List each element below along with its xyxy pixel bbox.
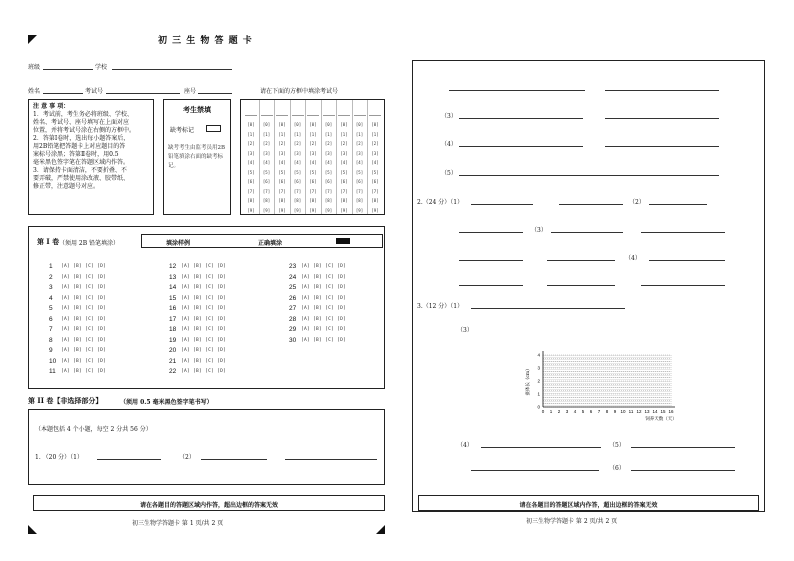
choice-bubbles[interactable]: [A] [B] [C] [D]: [301, 316, 347, 322]
chart-y-label: 蚕体长（cm）: [526, 366, 531, 396]
question-number: 27: [289, 305, 297, 312]
exam-id-separator: [336, 100, 337, 214]
choice-bubbles[interactable]: [A] [B] [C] [D]: [181, 337, 227, 343]
q1-label: 1. （20 分）（1）: [35, 454, 83, 461]
exam-id-bubble[interactable]: [8]: [293, 198, 302, 203]
exam-id-digit-box[interactable]: [245, 102, 257, 116]
exam-id-bubble[interactable]: [6]: [355, 179, 364, 184]
q1-answer-1[interactable]: [97, 459, 161, 460]
exam-id-bubble[interactable]: [2]: [293, 141, 302, 146]
section1-box: [28, 226, 385, 389]
choice-bubbles[interactable]: [A] [B] [C] [D]: [181, 327, 227, 332]
section1-hint: （须用 2B 铅笔填涂）: [59, 240, 120, 247]
exam-id-digit-box[interactable]: [323, 102, 335, 116]
section2-box: [28, 409, 385, 485]
exam-id-bubble[interactable]: [7]: [340, 188, 348, 194]
p2-part3-line-2[interactable]: [605, 118, 719, 119]
chart-x-tick-label: 6: [589, 409, 593, 414]
q2-line-12[interactable]: [641, 285, 725, 286]
notes-list: [33, 111, 149, 191]
absent-note: 缺考考生由监考员用2B铅笔填涂右面的缺考标记。: [168, 145, 226, 169]
question-number: 22: [169, 368, 177, 375]
exam-id-bubble[interactable]: [4]: [293, 160, 302, 165]
chart-x-tick-label: 0: [541, 409, 545, 414]
exam-id-bubble[interactable]: [1]: [247, 131, 255, 137]
exam-id-bubble[interactable]: [5]: [340, 169, 348, 175]
exam-id-digit-box[interactable]: [292, 102, 304, 116]
exam-id-bubble[interactable]: [8]: [324, 198, 333, 203]
exam-id-bubble[interactable]: [4]: [371, 160, 379, 165]
choice-bubbles[interactable]: [A] [B] [C] [D]: [301, 274, 347, 280]
chart-x-tick-label: 7: [597, 409, 601, 414]
exam-id-bubble[interactable]: [1]: [371, 131, 379, 137]
exam-id-bubble[interactable]: [3]: [278, 150, 286, 156]
question-number: 17: [169, 315, 177, 323]
exam-id-bubble[interactable]: [2]: [247, 141, 255, 146]
question-number: 28: [289, 315, 297, 323]
exam-id-bubble[interactable]: [0]: [247, 122, 255, 127]
exam-id-digit-box[interactable]: [369, 102, 381, 116]
question-number: 7: [49, 326, 53, 333]
exam-id-bubble[interactable]: [3]: [309, 150, 317, 156]
exam-id-separator: [352, 100, 353, 214]
exam-id-bubble[interactable]: [0]: [262, 122, 271, 127]
section1-title: 第 I 卷: [37, 237, 60, 246]
exam-id-digit-box[interactable]: [276, 102, 288, 116]
exam-id-bubble[interactable]: [6]: [324, 179, 333, 184]
q2-part4-label: （4）: [625, 255, 641, 262]
p2-part3-label: （3）: [441, 113, 457, 120]
corner-mark-bottom-left: [28, 525, 37, 534]
growth-chart: [513, 345, 708, 425]
chart-x-tick-label: 10: [620, 409, 626, 414]
question-number: 5: [49, 305, 53, 312]
chart-y-tick-label: 2: [537, 378, 540, 384]
q2-line-7[interactable]: [459, 260, 523, 261]
chart-x-tick-label: 16: [668, 409, 674, 414]
question-number: 12: [169, 263, 177, 270]
exam-id-bubble[interactable]: [0]: [371, 122, 379, 127]
exam-id-bubble[interactable]: [0]: [340, 122, 348, 127]
exam-id-bubble[interactable]: [5]: [247, 169, 255, 175]
exam-id-bubble[interactable]: [8]: [247, 198, 255, 203]
exam-id-bubble[interactable]: [9]: [309, 207, 317, 213]
chart-x-tick-label: 3: [565, 409, 569, 414]
choice-bubbles[interactable]: [A] [B] [C] [D]: [181, 369, 227, 374]
q2-line-5[interactable]: [551, 232, 623, 233]
exam-id-bubble[interactable]: [7]: [262, 188, 271, 194]
choice-bubbles[interactable]: [A] [B] [C] [D]: [301, 327, 347, 332]
q2-line-4[interactable]: [459, 232, 523, 233]
p2-part3-line-1[interactable]: [459, 118, 583, 119]
absent-label: 缺考标记: [170, 127, 195, 134]
chart-x-tick-label: 2: [557, 409, 561, 414]
exam-id-grid: [240, 99, 385, 215]
exam-id-bubble[interactable]: [8]: [262, 198, 271, 203]
choice-bubbles[interactable]: [A] [B] [C] [D]: [181, 274, 227, 280]
exam-id-bubble[interactable]: [0]: [355, 122, 364, 127]
exam-id-separator: [274, 100, 275, 214]
notes-box: [28, 99, 154, 215]
notes-line: 姓名、考试号、座号填写在上面对应: [33, 119, 130, 126]
exam-id-columns: [241, 100, 384, 214]
question-number: 1: [49, 263, 53, 270]
q2-line-10[interactable]: [459, 285, 523, 286]
exam-id-column: [307, 120, 319, 215]
chart-x-label: 饲养天数（天）: [645, 417, 677, 422]
exam-id-bubble[interactable]: [9]: [324, 207, 333, 213]
exam-id-bubble[interactable]: [7]: [355, 188, 364, 194]
seat-label: 座号: [184, 88, 197, 95]
exam-id-column: [292, 120, 304, 215]
exam-id-bubble[interactable]: [7]: [247, 188, 255, 194]
exam-id-column: [276, 120, 288, 215]
exam-id-bubble[interactable]: [5]: [324, 169, 333, 175]
choice-bubbles[interactable]: [A] [B] [C] [D]: [61, 264, 107, 269]
p2-part5-label: （5）: [441, 170, 457, 177]
exam-id-bubble[interactable]: [9]: [278, 207, 286, 213]
p2-footer-warning-box: [418, 495, 759, 511]
choice-bubbles[interactable]: [A] [B] [C] [D]: [301, 306, 347, 311]
q3-part6-label: （6）: [609, 465, 625, 472]
chart-x-tick-label: 15: [660, 409, 666, 414]
exam-id-bubble[interactable]: [0]: [309, 122, 317, 127]
p2-part5-line[interactable]: [459, 175, 719, 176]
choice-bubbles[interactable]: [A] [B] [C] [D]: [61, 369, 107, 374]
forbidden-box: [163, 99, 231, 215]
p2-part4-line-1[interactable]: [459, 146, 583, 147]
exam-id-bubble[interactable]: [1]: [355, 131, 364, 137]
p2-footer-warning: 请在各题目的答题区域内作答，超出边框的答案无效: [519, 502, 658, 509]
exam-id-bubble[interactable]: [6]: [309, 179, 317, 184]
chart-x-tick-label: 8: [605, 409, 609, 414]
q2-line-8[interactable]: [547, 260, 615, 261]
corner-mark-bottom-right: [376, 525, 385, 534]
question-number: 9: [49, 347, 53, 354]
exam-id-bubble[interactable]: [9]: [371, 207, 379, 213]
exam-id-bubble[interactable]: [1]: [293, 131, 302, 137]
notes-line: 用2B铅笔把答题卡上对应题目的答: [33, 143, 126, 150]
exam-id-digit-box[interactable]: [261, 102, 273, 116]
notes-line: 案标号涂黑；答第Ⅱ卷时，用0.5: [33, 151, 119, 158]
notes-line: 要弄破，严禁使用涂改液、胶带纸、: [33, 175, 130, 182]
q3-line-5a[interactable]: [631, 447, 735, 448]
class-field[interactable]: [43, 69, 93, 70]
question-number: 2: [49, 273, 53, 281]
question-number: 13: [169, 273, 177, 281]
exam-id-bubble[interactable]: [9]: [355, 207, 364, 213]
q2-line-9[interactable]: [649, 260, 725, 261]
exam-no-label: 考试号: [85, 88, 104, 95]
exam-id-bubble[interactable]: [7]: [309, 188, 317, 194]
exam-id-bubble[interactable]: [0]: [293, 122, 302, 127]
exam-id-column: [245, 120, 257, 215]
question-number: 16: [169, 305, 177, 312]
q2-line-3[interactable]: [649, 204, 707, 205]
exam-id-bubble[interactable]: [7]: [324, 188, 333, 194]
exam-id-bubble[interactable]: [5]: [371, 169, 379, 175]
choice-bubbles[interactable]: [A] [B] [C] [D]: [61, 274, 107, 280]
section2-hint: （须用 0.5 毫米黑色签字笔书写）: [120, 399, 213, 406]
exam-id-bubble[interactable]: [2]: [340, 141, 348, 146]
exam-id-bubble[interactable]: [1]: [309, 131, 317, 137]
exam-id-digit-box[interactable]: [307, 102, 319, 116]
exam-id-bubble[interactable]: [2]: [309, 141, 317, 146]
q3-line-4b[interactable]: [471, 470, 599, 471]
notes-line: 1．考试前，考生务必将班级、学校、: [33, 111, 133, 118]
class-label: 班级: [28, 64, 41, 71]
exam-id-column: [261, 120, 273, 215]
forbidden-title: 考生禁填: [183, 105, 211, 114]
exam-id-bubble[interactable]: [9]: [340, 207, 348, 213]
choice-bubbles[interactable]: [A] [B] [C] [D]: [301, 264, 347, 269]
p2-top-line-1[interactable]: [449, 90, 585, 91]
correct-label: 正确填涂: [258, 240, 283, 247]
choice-bubbles[interactable]: [A] [B] [C] [D]: [61, 285, 107, 290]
notes-line: 毫米黑色签字笔在答题区域内作答。: [33, 159, 130, 166]
choice-bubbles[interactable]: [A] [B] [C] [D]: [61, 358, 107, 364]
question-number: 25: [289, 284, 297, 291]
exam-id-bubble[interactable]: [5]: [293, 169, 302, 175]
exam-id-bubble[interactable]: [8]: [340, 198, 348, 203]
question-number: 8: [49, 336, 53, 344]
choice-area: [29, 227, 384, 388]
exam-id-bubble[interactable]: [3]: [293, 150, 302, 156]
q2-part2-label: （2）: [629, 199, 645, 206]
exam-id-bubble[interactable]: [8]: [278, 198, 286, 203]
exam-id-separator: [259, 100, 260, 214]
q3-line-6a[interactable]: [631, 470, 735, 471]
exam-id-bubble[interactable]: [2]: [324, 141, 333, 146]
chart-x-tick-label: 1: [549, 409, 553, 414]
question-number: 20: [169, 347, 177, 354]
choice-bubbles[interactable]: [A] [B] [C] [D]: [301, 295, 347, 301]
exam-id-bubble[interactable]: [6]: [371, 179, 379, 184]
exam-id-bubble[interactable]: [4]: [247, 160, 255, 165]
choice-bubbles[interactable]: [A] [B] [C] [D]: [61, 337, 107, 343]
absent-mark-box[interactable]: [206, 125, 221, 132]
exam-id-bubble[interactable]: [7]: [293, 188, 302, 194]
exam-id-bubble[interactable]: [5]: [355, 169, 364, 175]
q3-part4-label: （4）: [457, 442, 473, 449]
exam-id-bubble[interactable]: [4]: [278, 160, 286, 165]
question-number: 23: [289, 263, 297, 270]
exam-id-digit-box[interactable]: [354, 102, 366, 116]
p2-top-line-2[interactable]: [605, 90, 719, 91]
exam-id-bubble[interactable]: [9]: [293, 207, 302, 213]
footer-warning-box: [33, 495, 385, 511]
chart-y-tick-label: 3: [537, 365, 540, 371]
q2-label: 2.（24 分）（1）: [417, 199, 464, 206]
exam-id-bubble[interactable]: [4]: [324, 160, 333, 165]
question-number: 18: [169, 326, 177, 333]
choice-bubbles[interactable]: [A] [B] [C] [D]: [181, 358, 227, 364]
exam-id-bubble[interactable]: [4]: [355, 160, 364, 165]
exam-id-column: [354, 120, 366, 215]
q3-part3-label: （3）: [457, 327, 473, 334]
q3-label: 3.（12 分）（1）: [417, 303, 464, 310]
question-number: 29: [289, 326, 297, 333]
q3-line-1[interactable]: [471, 308, 625, 309]
exam-id-bubble[interactable]: [6]: [340, 179, 348, 184]
exam-id-bubble[interactable]: [6]: [293, 179, 302, 184]
exam-id-bubble[interactable]: [3]: [355, 150, 364, 156]
question-number: 4: [49, 294, 53, 302]
chart-y-tick-label: 4: [537, 352, 540, 358]
exam-id-bubble[interactable]: [2]: [262, 141, 271, 146]
q1-answer-2[interactable]: [201, 459, 267, 460]
choice-bubbles[interactable]: [A] [B] [C] [D]: [61, 327, 107, 332]
notes-line: 修正带，注意题号对应。: [33, 183, 100, 190]
question-number: 30: [289, 336, 297, 344]
choice-bubbles[interactable]: [A] [B] [C] [D]: [301, 337, 347, 343]
seat-field[interactable]: [198, 93, 232, 94]
choice-bubbles[interactable]: [A] [B] [C] [D]: [61, 295, 107, 301]
p2-part4-line-2[interactable]: [605, 146, 719, 147]
question-number: 3: [49, 284, 53, 291]
corner-mark-top-left: [28, 35, 37, 44]
q1-answer-3[interactable]: [285, 459, 377, 460]
q3-line-4a[interactable]: [481, 447, 601, 448]
exam-id-bubble[interactable]: [0]: [324, 122, 333, 127]
choice-bubbles[interactable]: [A] [B] [C] [D]: [61, 306, 107, 311]
exam-id-bubble[interactable]: [7]: [278, 188, 286, 194]
q3-part5-label: （5）: [609, 442, 625, 449]
exam-id-column: [323, 120, 335, 215]
chart-x-tick-label: 14: [652, 409, 658, 414]
chart-x-tick-label: 4: [573, 409, 577, 414]
exam-id-separator: [367, 100, 368, 214]
question-number: 26: [289, 294, 297, 302]
question-number: 10: [49, 357, 57, 365]
question-number: 11: [49, 368, 56, 375]
choice-bubbles[interactable]: [A] [B] [C] [D]: [301, 285, 347, 290]
notes-line: 位置，并将考试号涂在右侧的方框中。: [33, 127, 136, 134]
notes-line: 3．请保持卡面清洁，不要折叠、不: [33, 167, 127, 174]
exam-id-bubble[interactable]: [4]: [309, 160, 317, 165]
exam-id-column: [369, 120, 381, 215]
chart-y-tick-label: 1: [537, 391, 540, 397]
exam-id-bubble[interactable]: [9]: [247, 207, 255, 213]
question-number: 24: [289, 273, 297, 281]
question-number: 14: [169, 284, 177, 291]
exam-id-bubble[interactable]: [3]: [340, 150, 348, 156]
exam-id-bubble[interactable]: [8]: [309, 198, 317, 203]
exam-id-bubble[interactable]: [8]: [371, 198, 379, 203]
name-label: 姓名: [28, 88, 41, 95]
chart-x-tick-label: 11: [628, 409, 634, 414]
chart-y-tick-label: 0: [537, 404, 540, 410]
exam-id-bubble[interactable]: [8]: [355, 198, 364, 203]
exam-id-bubble[interactable]: [1]: [324, 131, 333, 137]
question-number: 19: [169, 336, 177, 344]
exam-id-bubble[interactable]: [3]: [262, 150, 271, 156]
choice-bubbles[interactable]: [A] [B] [C] [D]: [61, 348, 107, 353]
exam-id-bubble[interactable]: [5]: [278, 169, 286, 175]
choice-bubbles[interactable]: [A] [B] [C] [D]: [181, 306, 227, 311]
q2-line-6[interactable]: [641, 232, 725, 233]
section2-info: （本题包括 4 个小题，每空 2 分共 56 分）: [35, 426, 152, 433]
choice-bubbles[interactable]: [A] [B] [C] [D]: [181, 316, 227, 322]
notes-title: 注 意 事 项：: [33, 103, 70, 110]
q2-line-1[interactable]: [471, 204, 533, 205]
exam-id-separator: [290, 100, 291, 214]
exam-id-bubble[interactable]: [5]: [309, 169, 317, 175]
question-number: 21: [169, 357, 177, 365]
exam-id-bubble[interactable]: [4]: [340, 160, 348, 165]
chart-x-tick-label: 5: [581, 409, 585, 414]
exam-id-bubble[interactable]: [0]: [278, 122, 286, 127]
page2-frame: [412, 60, 765, 512]
exam-id-bubble[interactable]: [4]: [262, 160, 271, 165]
question-number: 15: [169, 294, 177, 302]
q1-part2-label: （2）: [179, 454, 195, 461]
school-label: 学校: [95, 64, 108, 71]
exam-id-separator: [305, 100, 306, 214]
exam-id-bubble[interactable]: [3]: [371, 150, 379, 156]
exam-id-bubble[interactable]: [1]: [262, 131, 271, 137]
exam-id-bubble[interactable]: [2]: [371, 141, 379, 146]
question-number: 6: [49, 315, 53, 323]
choice-bubbles[interactable]: [A] [B] [C] [D]: [181, 295, 227, 301]
chart-x-tick-label: 12: [636, 409, 642, 414]
choice-bubbles[interactable]: [A] [B] [C] [D]: [181, 285, 227, 290]
exam-id-bubble[interactable]: [5]: [262, 169, 271, 175]
id-box-caption: 请在下面的方框中填涂考试号: [260, 88, 339, 95]
exam-id-bubble[interactable]: [1]: [340, 131, 348, 137]
chart-x-tick-label: 9: [613, 409, 617, 414]
exam-id-digit-box[interactable]: [338, 102, 350, 116]
exam-id-bubble[interactable]: [3]: [324, 150, 333, 156]
exam-id-bubble[interactable]: [6]: [247, 179, 255, 184]
footer-warning: 请在各题目的答题区域内作答，超出边框的答案无效: [139, 502, 278, 509]
sample-label: 填涂样例: [166, 240, 191, 247]
page2-footer: 初三生物学答题卡 第 2 页/共 2 页: [526, 518, 618, 525]
choice-bubbles[interactable]: [A] [B] [C] [D]: [61, 316, 107, 322]
page1-footer: 初三生物学答题卡 第 1 页/共 2 页: [132, 520, 224, 527]
choice-bubbles[interactable]: [A] [B] [C] [D]: [181, 348, 227, 353]
exam-id-separator: [321, 100, 322, 214]
q2-line-11[interactable]: [547, 285, 615, 286]
exam-id-bubble[interactable]: [6]: [278, 179, 286, 184]
notes-line: 2．答第Ⅰ卷时，选出每小题答案后，: [33, 135, 130, 142]
q2-part3-label: （3）: [531, 227, 547, 234]
exam-id-bubble[interactable]: [3]: [247, 150, 255, 156]
section2-title: 第 II 卷【非选择部分】: [28, 396, 103, 405]
choice-bubbles[interactable]: [A] [B] [C] [D]: [181, 264, 227, 269]
chart-x-tick-label: 13: [644, 409, 650, 414]
exam-id-bubble[interactable]: [2]: [278, 141, 286, 146]
exam-id-bubble[interactable]: [2]: [355, 141, 364, 146]
exam-id-bubble[interactable]: [7]: [371, 188, 379, 194]
exam-id-column: [338, 120, 350, 215]
school-field[interactable]: [112, 69, 232, 70]
exam-id-bubble[interactable]: [9]: [262, 207, 271, 213]
exam-id-bubble[interactable]: [1]: [278, 131, 286, 137]
p2-part4-label: （4）: [441, 141, 457, 148]
page-title: 初 三 生 物 答 题 卡: [158, 36, 253, 46]
q2-line-2[interactable]: [559, 204, 623, 205]
name-field[interactable]: [43, 93, 83, 94]
exam-no-field[interactable]: [106, 93, 180, 94]
exam-id-bubble[interactable]: [6]: [262, 179, 271, 184]
